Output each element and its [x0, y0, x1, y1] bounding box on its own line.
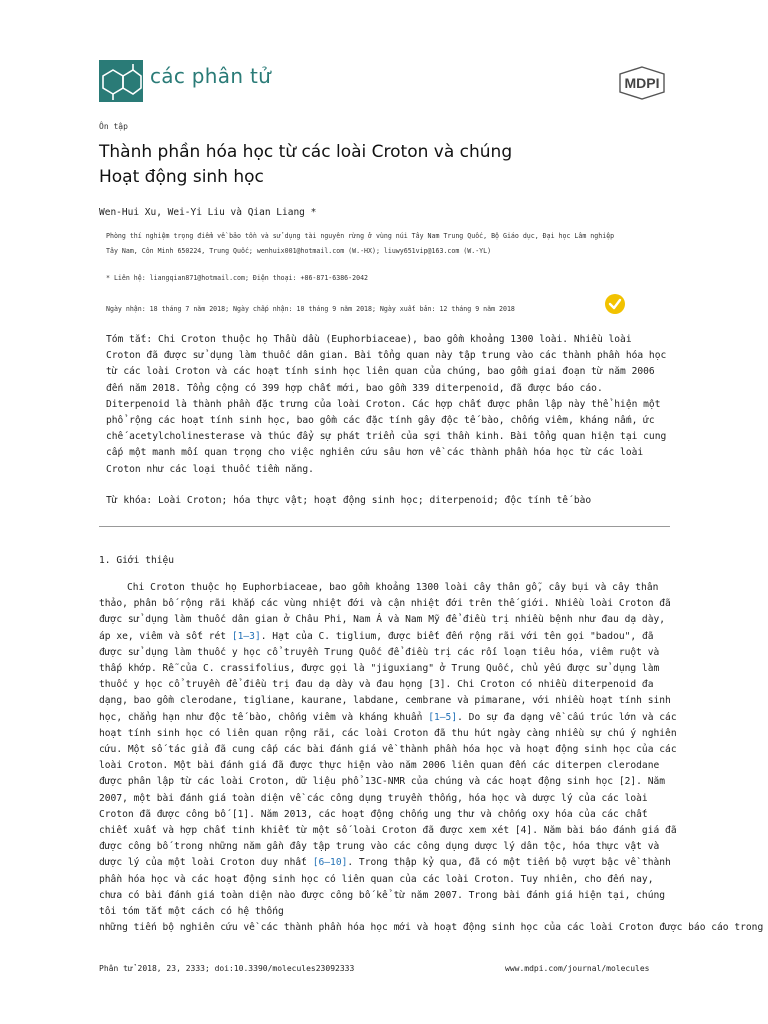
journal-logo-icon: [99, 60, 143, 102]
mdpi-logo[interactable]: [614, 66, 670, 100]
footer-citation: Phân tử 2018, 23, 2333; doi:10.3390/molecules23092333: [99, 964, 355, 973]
affiliation-line-2: Tây Nam, Côn Minh 650224, Trung Quốc; wenhuix001@hotmail.com (W.-HX); liuwy651vip@163.com (W.-YL): [106, 247, 492, 255]
article-type: Ôn tập: [99, 122, 128, 131]
abstract: Tóm tắt: Chi Croton thuộc họ Thầu dầu (Euphorbiaceae), bao gồm khoảng 1300 loài. Nhiều loài Croton đã được sử dụng làm thuốc dân gian. Bài tổng quan này tập trung vào các thành phần hóa học từ các loài Croton và các hoạt tính sinh học liên quan của chúng, bao gồm giai đoạn từ năm 2006 đến năm 2018. Tổng cộng có 399 hợp chất mới, bao gồm 339 diterpenoid, đã được báo cáo. Diterpenoid là thành phần đặc trưng của loài Croton. Các hợp chất được phân lập này thể hiện một phổ rộng các hoạt tính sinh học, bao gồm các đặc tính gây độc tế bào, chống viêm, kháng nấm, ức chế acetylcholinesterase và thúc đẩy sự phát triển của sợi thần kinh. Bài tổng quan hiện tại cung cấp một manh mối quan trọng cho việc nghiên cứu sâu hơn về các thành phần hóa học từ các loài Croton như các loại thuốc tiềm năng.: [106, 334, 667, 475]
citation-link[interactable]: [1–3]: [231, 630, 261, 642]
divider: [99, 526, 670, 527]
citation-link[interactable]: [1–5]: [428, 711, 458, 723]
title-line-1: Thành phần hóa học từ các loài Croton và chúng: [99, 142, 513, 162]
body-text-segment: . Trong thập kỷ qua, đã có một tiến bộ vượt bậc về thành phần hóa học và các hoạt động sinh học có liên quan của các loài Croton. Tuy nhiên, cho đến nay, chưa có bài đánh giá toàn diện nào được công bố kể từ năm 2007. Trong bài đánh giá hiện tại, chúng tôi tóm tắt một cách có hệ thống: [99, 857, 671, 918]
publication-dates: Ngày nhận: 18 tháng 7 năm 2018; Ngày chấp nhận: 10 tháng 9 năm 2018; Ngày xuất bản: 12 tháng 9 năm 2018: [106, 305, 515, 313]
section-heading: 1. Giới thiệu: [99, 555, 175, 566]
body-text-segment: Chi Croton thuộc họ Euphorbiaceae, bao gồm khoảng 1300 loài cây thân gỗ, cây bụi và cây thân thảo, phân bố rộng rãi khắp các vùng nhiệt đới và cận nhiệt đới trên thế giới. Nhiều loài Croton đã được sử dụng làm thuốc dân gian ở Châu Phi, Nam Á và Nam Mỹ để điều trị nhiều bệnh như đau dạ dày, áp xe, viêm và sốt rét: [99, 582, 671, 642]
body-last-line: những tiến bộ nghiên cứu về các thành phần hóa học mới và hoạt động sinh học của các loài Croton được báo cáo trong: [99, 922, 764, 934]
mdpi-logo-text: MDPI: [624, 75, 660, 91]
title-line-2: Hoạt động sinh học: [99, 167, 264, 187]
body-paragraph: [99, 580, 679, 920]
article-title: [99, 140, 659, 190]
authors: Wen-Hui Xu, Wei-Yi Liu và Qian Liang *: [99, 207, 317, 218]
footer-url[interactable]: www.mdpi.com/journal/molecules: [505, 964, 650, 973]
affiliation-line-1: Phòng thí nghiệm trọng điểm về bảo tồn và sử dụng tài nguyên rừng ở vùng núi Tây Nam Trung Quốc, Bộ Giáo dục, Đại học Lâm nghiệp: [106, 232, 615, 240]
body-text-segment: . Hạt của C. tiglium, được biết đến rộng rãi với tên gọi "badou", đã được sử dụng làm thuốc y học cổ truyền Trung Quốc để điều trị các rối loạn tiêu hóa, viêm ruột và thấp khớp. Rễ của C. crassifolius, được gọi là "jiguxiang" ở Trung Quốc, chủ yếu được sử dụng làm thuốc y học cổ truyền để điều trị đau dạ dày và đau họng [3]. Chi Croton có nhiều diterpenoid đa dạng, bao gồm clerodane, tigliane, kaurane, labdane, cembrane và pimarane, với nhiều hoạt tính sinh học, chẳng hạn như độc tế bào, chống viêm và kháng khuẩn: [99, 630, 671, 723]
body-text: [99, 580, 764, 936]
citation-link[interactable]: [6–10]: [312, 857, 348, 869]
keywords: Từ khóa: Loài Croton; hóa thực vật; hoạt động sinh học; diterpenoid; độc tính tế bào: [106, 495, 592, 506]
journal-name: các phân tử: [150, 64, 272, 88]
check-update-icon[interactable]: [604, 293, 626, 315]
correspondence: * Liên hệ: liangqian871@hotmail.com; Điện thoại: +86-871-6386-2042: [106, 274, 369, 282]
body-text-segment: . Do sự đa dạng về cấu trúc lớn và các hoạt tính sinh học có liên quan rộng rãi, các loài Croton đã thu hút ngày càng nhiều sự chú ý nghiên cứu. Một số tác giả đã cung cấp các bài đánh giá về thành phần hóa học và hoạt động sinh học của các loài Croton. Một bài đánh giá đã được thực hiện vào năm 2006 liên quan đến các diterpen clerodane được phân lập từ các loài Croton, dữ liệu phổ 13C-NMR của chúng và các hoạt động sinh học [2]. Năm 2007, một bài đánh giá toàn diện về các công dụng truyền thống, hóa học và dược lý của các loài Croton đã được công bố [1]. Năm 2013, các hoạt động chống ung thư và chống oxy hóa của các chất chiết xuất và hợp chất tinh khiết từ một số loài Croton đã được xem xét [4]. Năm bài báo đánh giá đã được công bố trong những năm gần đây tập trung vào các công dụng dược lý dân tộc, hóa thực vật và dược lý của một loài Croton duy nhất: [99, 711, 677, 869]
affiliation: [106, 229, 686, 259]
